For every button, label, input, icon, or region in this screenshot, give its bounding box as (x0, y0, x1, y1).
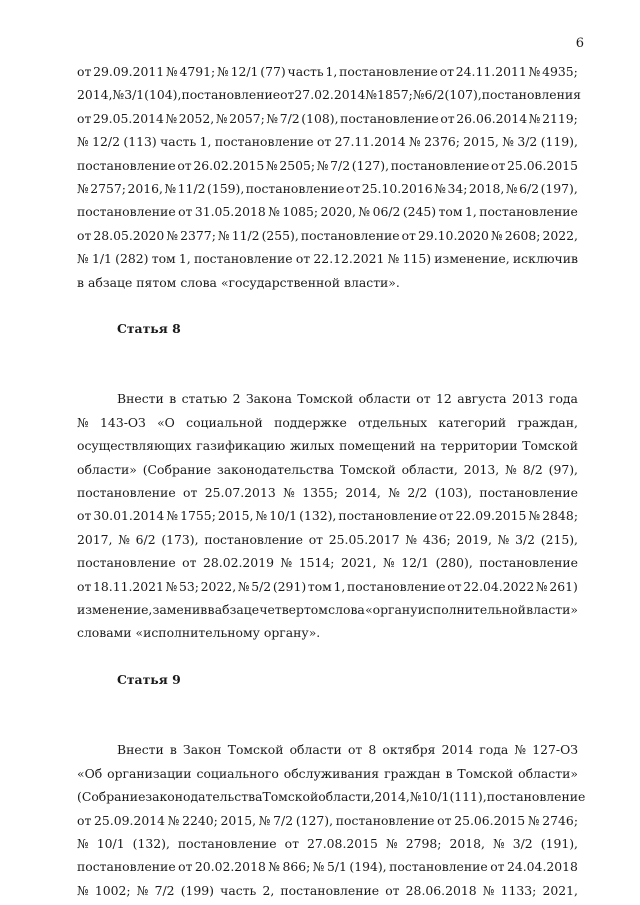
text-line: постановление от 26.02.2015 № 2505; № 7/2 (127), постановление от 25.06.2015 (77, 157, 578, 173)
text-line: от 30.01.2014 № 1755; 2015, № 10/1 (132), постановление от 22.09.2015 № 2848; (77, 508, 578, 524)
text-line: постановление от 20.02.2018 № 866; № 5/1 (194), постановление от 24.04.2018 (77, 859, 578, 875)
text-line: 2017, № 6/2 (173), постановление от 25.05.2017 № 436; 2019, № 3/2 (215), (77, 531, 578, 547)
text-line: Внести в Закон Томской области от 8 октября 2014 года № 127-ОЗ (117, 742, 578, 758)
text-line: от 25.09.2014 № 2240; 2015, № 7/2 (127), постановление от 25.06.2015 № 2746; (77, 812, 578, 828)
text-line: изменение, заменив в абзаце четвертом слова «органу исполнительной власти» (77, 601, 578, 617)
document-body (77, 60, 586, 902)
text-line: № 2757; 2016, № 11/2 (159), постановление от 25.10.2016 № 34; 2018, № 6/2 (197), (77, 180, 578, 196)
text-line: № 1002; № 7/2 (199) часть 2, постановление от 28.06.2018 № 1133; 2021, (77, 882, 578, 898)
text-line: от 18.11.2021 № 53; 2022, № 5/2 (291) том 1, постановление от 22.04.2022 № 261) (77, 578, 578, 594)
text-line: № 12/2 (113) часть 1, постановление от 27.11.2014 № 2376; 2015, № 3/2 (119), (77, 134, 578, 150)
text-line: в абзаце пятом слова «государственной власти». (77, 274, 400, 290)
article-heading: Статья 9 (117, 672, 181, 688)
text-line: от 29.05.2014 № 2052, № 2057; № 7/2 (108), постановление от 26.06.2014 № 2119; (77, 110, 578, 126)
text-line: словами «исполнительному органу». (77, 625, 321, 641)
text-line: осуществляющих газификацию жилых помещений на территории Томской (77, 438, 578, 454)
text-line: «Об организации социального обслуживания граждан в Томской области» (77, 765, 578, 781)
text-line: 2014, № 3/1 (104), постановление от 27.02.2014 № 1857; № 6/2 (107), постановления (77, 87, 581, 103)
text-line: № 143-ОЗ «О социальной поддержке отдельных категорий граждан, (77, 414, 578, 430)
text-line: Внести в статью 2 Закона Томской области от 12 августа 2013 года (117, 391, 578, 407)
text-line: от 28.05.2020 № 2377; № 11/2 (255), постановление от 29.10.2020 № 2608; 2022, (77, 227, 578, 243)
paragraph (77, 60, 581, 294)
text-line: постановление от 31.05.2018 № 1085; 2020, № 06/2 (245) том 1, постановление (77, 204, 578, 220)
text-line: постановление от 28.02.2019 № 1514; 2021, № 12/1 (280), постановление (77, 555, 578, 571)
text-line: области» (Собрание законодательства Томской области, 2013, № 8/2 (97), (77, 461, 578, 477)
text-line: № 10/1 (132), постановление от 27.08.2015 № 2798; 2018, № 3/2 (191), (77, 835, 578, 851)
text-line: постановление от 25.07.2013 № 1355; 2014, № 2/2 (103), постановление (77, 485, 578, 501)
text-line: № 1/1 (282) том 1, постановление от 22.12.2021 № 115) изменение, исключив (77, 251, 578, 267)
text-line: от 29.09.2011 № 4791; № 12/1 (77) часть 1, постановление от 24.11.2011 № 4935; (77, 64, 578, 79)
paragraph (77, 738, 586, 902)
text-line: (Собрание законодательства Томской области, 2014, № 10/1 (111), постановление (77, 789, 586, 805)
page-number: 6 (575, 36, 584, 51)
article-heading: Статья 8 (117, 321, 181, 337)
paragraph (77, 387, 578, 644)
